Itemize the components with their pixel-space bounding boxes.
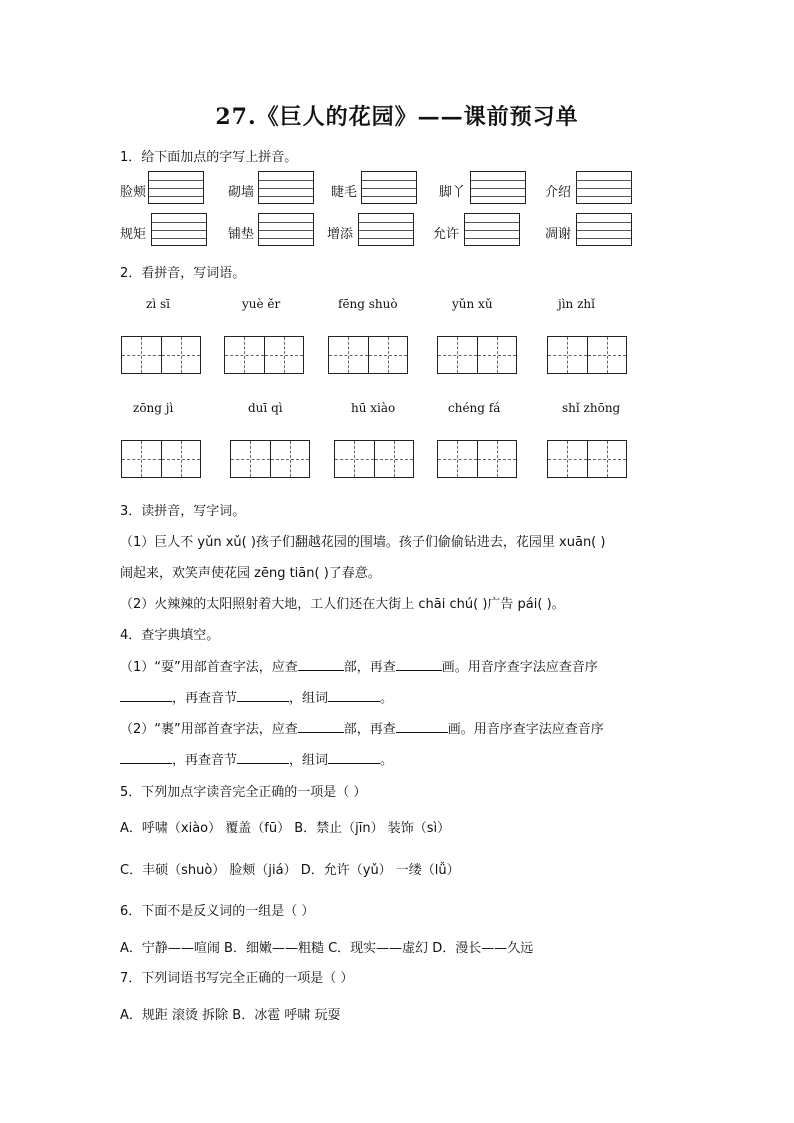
q2-pinyin: duī qì [248,401,283,415]
q7-options: A．规距 滚烫 拆除 B．冰雹 呼啸 玩耍 [120,1008,341,1023]
q1-word: 增添 [327,227,354,242]
tianzige-answer-grid[interactable] [328,336,408,374]
tianzige-answer-grid[interactable] [547,336,627,374]
tianzige-answer-grid[interactable] [121,440,201,478]
tianzige-answer-grid[interactable] [224,336,304,374]
q4-line [120,687,393,706]
q4-text: ，组词 [289,753,329,768]
tianzige-answer-grid[interactable] [230,440,310,478]
q3-line: （1）巨人不 yǔn xǔ( )孩子们翻越花园的围墙。孩子们偷偷钻进去，花园里 xuān( ) [120,535,606,550]
q3-line: 闹起来，欢笑声使花园 zēng tiān( )了春意。 [120,566,381,581]
fill-blank[interactable] [120,689,172,702]
q3-line: （2）火辣辣的太阳照射着大地，工人们还在大街上 chāi chú( )广告 pái( )。 [120,597,565,612]
q4-text: （1）“耍”用部首查字法，应查 [120,660,298,675]
pinyin-answer-box[interactable] [576,171,632,204]
q2-pinyin: zōng jì [133,401,174,415]
q2-pinyin: zì sī [146,297,170,311]
q2-pinyin: fēng shuò [338,297,398,311]
q2-pinyin: yuè ěr [242,297,281,311]
q2-pinyin: shǐ zhōng [562,401,621,415]
q4-text: ，组词 [289,691,329,706]
fill-blank[interactable] [237,751,289,764]
q1-word: 规矩 [120,227,147,242]
tianzige-answer-grid[interactable] [547,440,627,478]
q2-pinyin: hū xiào [351,401,396,415]
q4-text: 画。用音序查字法应查音序 [447,722,604,737]
q4-line [120,718,604,737]
tianzige-answer-grid[interactable] [437,336,517,374]
q1-word: 允许 [433,227,460,242]
pinyin-answer-box[interactable] [148,171,204,204]
q1-word: 脸颊 [120,185,147,200]
q6-options: A．宁静——喧闹 B．细嫩——粗糙 C．现实——虚幻 D．漫长——久远 [120,941,534,956]
q1-word: 铺垫 [228,227,255,242]
q4-text: 画。用音序查字法应查音序 [441,660,598,675]
q2-pinyin: chéng fá [448,401,501,415]
q2-pinyin: yǔn xǔ [452,297,493,311]
pinyin-answer-box[interactable] [464,213,520,246]
q1-word: 砌墙 [228,185,255,200]
fill-blank[interactable] [328,689,380,702]
pinyin-answer-box[interactable] [258,213,314,246]
q4-text: 部，再查 [343,660,396,675]
q5-options: A．呼啸（xiào） 覆盖（fū） B．禁止（jīn） 装饰（sì） [120,821,451,836]
q7-heading: 7．下列词语书写完全正确的一项是（ ） [120,971,354,986]
q1-word: 介绍 [545,185,572,200]
q4-heading: 4．查字典填空。 [120,628,220,643]
pinyin-answer-box[interactable] [258,171,314,204]
tianzige-answer-grid[interactable] [334,440,414,478]
q4-text: 。 [380,753,394,768]
fill-blank[interactable] [298,658,344,671]
pinyin-answer-box[interactable] [576,213,632,246]
pinyin-answer-box[interactable] [358,213,414,246]
q2-heading: 2．看拼音，写词语。 [120,266,246,281]
q4-line [120,749,393,768]
fill-blank[interactable] [120,751,172,764]
page-title: 27.《巨人的花园》——课前预习单 [215,104,579,130]
q1-heading: 1．给下面加点的字写上拼音。 [120,150,298,165]
q1-word: 凋谢 [545,227,572,242]
pinyin-answer-box[interactable] [151,213,207,246]
q4-text: ，再查音节 [172,753,238,768]
fill-blank[interactable] [237,689,289,702]
q6-heading: 6．下面不是反义词的一组是（ ） [120,904,315,919]
fill-blank[interactable] [328,751,380,764]
q4-text: 。 [380,691,394,706]
fill-blank[interactable] [396,658,442,671]
q1-word: 睫毛 [331,185,358,200]
pinyin-answer-box[interactable] [470,171,526,204]
q4-line [120,656,598,675]
q4-text: （2）“裹”用部首查字法，应查 [120,722,298,737]
q3-heading: 3．读拼音，写字词。 [120,504,246,519]
q1-word: 脚丫 [439,185,466,200]
q4-text: 部，再查 [343,722,396,737]
q2-pinyin: jìn zhǐ [558,297,595,311]
q5-heading: 5．下列加点字读音完全正确的一项是（ ） [120,785,367,800]
q5-options: C．丰硕（shuò） 脸颊（jiá） D．允许（yǔ） 一缕（lǚ） [120,863,460,878]
fill-blank[interactable] [298,720,344,733]
pinyin-answer-box[interactable] [361,171,417,204]
tianzige-answer-grid[interactable] [121,336,201,374]
tianzige-answer-grid[interactable] [437,440,517,478]
fill-blank[interactable] [396,720,448,733]
q4-text: ，再查音节 [172,691,238,706]
